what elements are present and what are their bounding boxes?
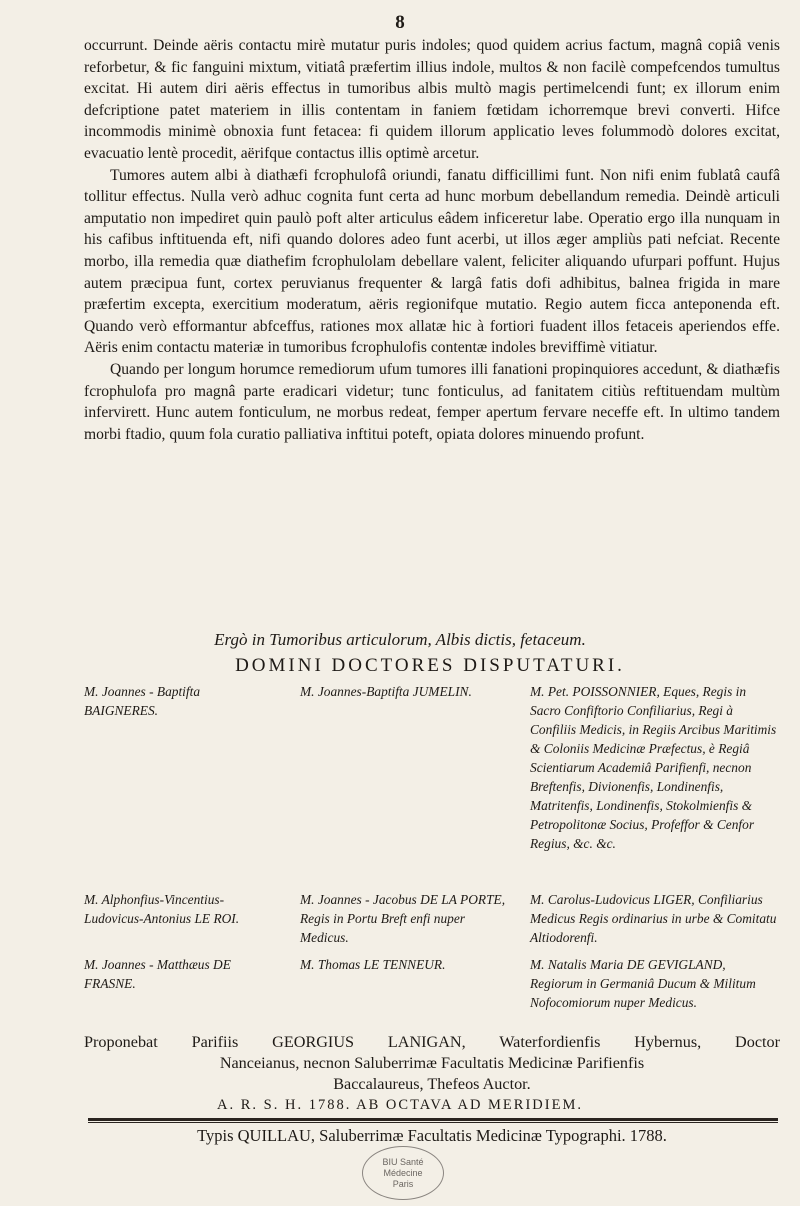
doctor-entry: M. Thomas LE TENNEUR.: [300, 957, 446, 972]
thesis-statement: Ergò in Tumoribus articulorum, Albis dictis, fetaceum.: [214, 630, 586, 649]
paragraph-3: Quando per longum horumce remediorum ufum tumores illi fanationi propinquiores accedunt, & diathæfis fcrophulofa pro magnâ parte eradicari videtur; tunc fonticulus, ad fanitatem citiùs reftituendam multùm infervirett. Hunc autem fonticulum, ne morbus redeat, femper apertum fervare neceffe eft. In ultimo tandem morbi ftadio, quum fola curatio palliativa inftitui poteft, opiata dolores minuendo profunt.: [84, 360, 780, 443]
proposition: [84, 1032, 780, 1095]
divider: [88, 1118, 778, 1121]
stamp-line: BIU Santé: [382, 1156, 424, 1167]
doctor-entry: M. Pet. POISSONNIER, Eques, Regis in Sacro Confiftorio Confiliarius, Regi à Confiliis Medicis, in Regiis Arcibus Maritimis & Coloniis Medicinæ Præfectus, è Regiâ Scientiarum Academiâ Parifienfi, necnon Breftenfis, Divionenfis, Londinenfis, Matritenfis, Londinenfis, Stokolmienfis & Petropolitonæ Socius, Profeffor & Cenfor Regius, &c. &c.: [530, 684, 777, 851]
page-number: 8: [395, 12, 405, 33]
divider: [88, 1122, 778, 1123]
doctor-entry: M. Joannes-Baptifta JUMELIN.: [300, 684, 472, 699]
proposition-line-1: Proponebat Parifiis GEORGIUS LANIGAN, Waterfordienfis Hybernus, Doctor: [84, 1033, 780, 1051]
paragraph-1: occurrunt. Deinde aëris contactu mirè mutatur puris indoles; quod quidem acrius factum, magnâ copiâ venis reforbetur, & fic fanguini mixtum, vitiatâ præfertim illius indole, multos & non facilè compefcendos tumultus excitat. Hi autem diri aëris effectus in tumoribus albis multò magis pertimelcendi funt; ex illorum enim defcriptione patet materiem in illis contentam in faniem fœtidam ichorremque brevi converti. Hifce incommodis minimè obnoxia funt fetacea: fi quidem illorum applicatio leves folummodò dolores excitat, evacuatio lentè procedit, aërifque contactus illis optimè arcetur.: [84, 37, 780, 162]
stamp-line: Paris: [392, 1178, 414, 1189]
doctor-entry: M. Joannes - Baptifta BAIGNERES.: [84, 684, 201, 718]
library-stamp: [362, 1146, 444, 1200]
proposition-line-2: Nanceianus, necnon Saluberrimæ Facultatis Medicinæ Parifienfis: [219, 1054, 645, 1072]
stamp-line: Médecine: [383, 1167, 423, 1178]
defense-date: A. R. S. H. 1788. AB OCTAVA AD MERIDIEM.: [217, 1097, 583, 1113]
body-text: [84, 35, 780, 445]
doctor-entry: M. Natalis Maria DE GEVIGLAND, Regiorum in Germaniâ Ducum & Militum Nofocomiorum nuper Medicus.: [530, 957, 756, 1010]
doctor-entry: M. Alphonfius-Vincentius-Ludovicus-Antonius LE ROI.: [84, 892, 240, 926]
proposition-line-3: Baccalaureus, Thefeos Auctor.: [333, 1075, 531, 1093]
doctor-entry: M. Carolus-Ludovicus LIGER, Confiliarius Medicus Regis ordinarius in urbe & Comitatu Altiodorenfi.: [530, 892, 777, 945]
doctors-heading: DOMINI DOCTORES DISPUTATURI.: [235, 655, 625, 676]
doctor-entry: M. Joannes - Matthæus DE FRASNE.: [84, 957, 231, 991]
paragraph-2: Tumores autem albi à diathæfi fcrophulofâ oriundi, fanatu difficillimi funt. Non nifi enim fublatâ caufâ tollitur effectus. Nulla verò adhuc cognita funt certa ad hunc morbum debellandum remedia. Deindè articuli amputatio non impediret quin paulò poft alter articulus eâdem inficeretur labe. Operatio ergo illa nunquam in his cafibus inftituenda eft, nifi quando dolores adeo funt acerbi, ut illos æger ampliùs pati nefciat. Recente morbo, illa remedia quæ diathefim fcrophulolam debellare valent, feliciter aliquando ufurpari poffunt. Hujus autem præcipua funt, cortex peruvianus frequenter & largâ fatis dofi adhibitus, balnea frigida in mare præfertim excepta, exercitium moderatum, aëris regionifque mutatio. Regio autem ficca anteponenda eft. Quando verò efformantur abfceffus, rationes mox allatæ hic à fortiori fuadent illos fetaceis aperiendos effe. Aëris enim contactu materiæ in tumoribus fcrophulofis contentæ indoles breviffimè vitiatur.: [84, 166, 780, 357]
doctor-entry: M. Joannes - Jacobus DE LA PORTE, Regis in Portu Breft enfi nuper Medicus.: [300, 892, 506, 945]
printer-imprint: Typis QUILLAU, Saluberrimæ Facultatis Medicinæ Typographi. 1788.: [197, 1126, 667, 1145]
